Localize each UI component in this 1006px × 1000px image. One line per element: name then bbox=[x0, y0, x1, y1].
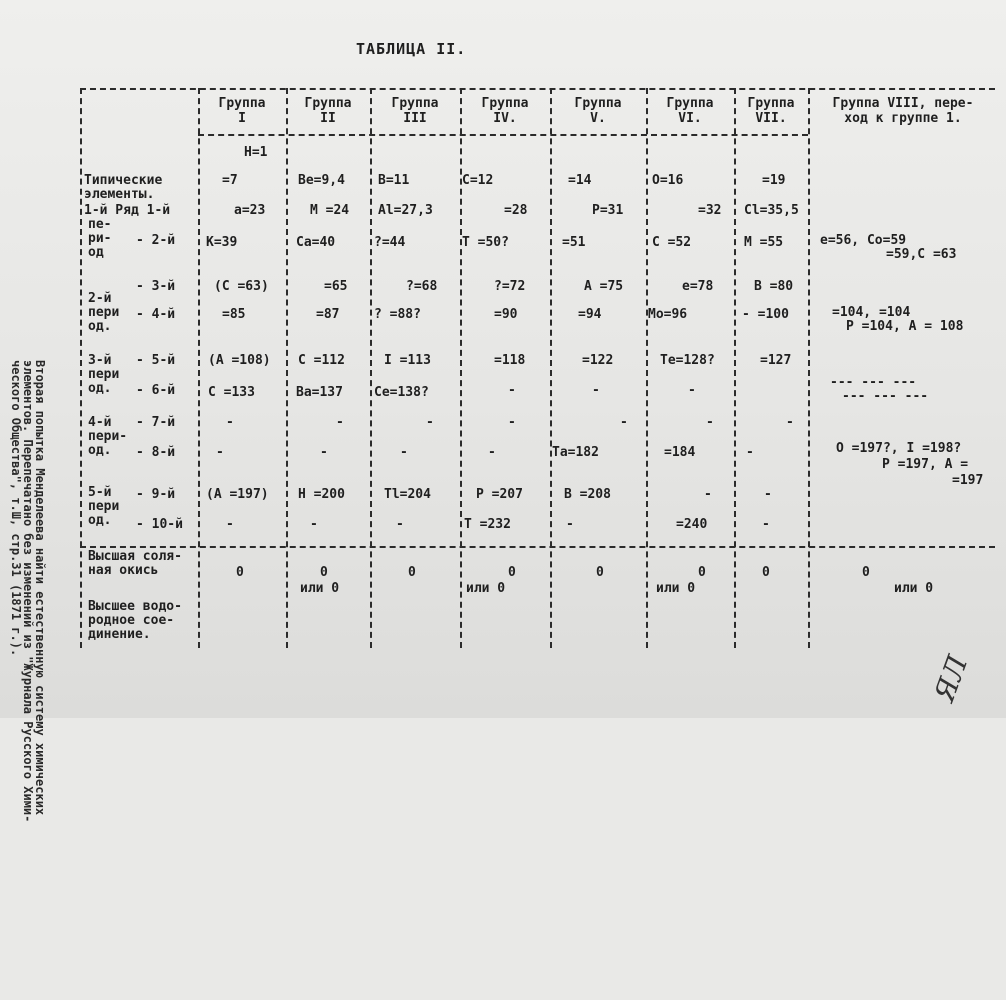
cell: 0 bbox=[320, 565, 328, 580]
cell: Te=128? bbox=[660, 353, 715, 368]
cell: B=11 bbox=[378, 173, 410, 188]
side-caption-line-3: ческого Общества", т.Ш, стр.31 (1871 г.). bbox=[9, 360, 23, 657]
cell: (A =197) bbox=[206, 487, 269, 502]
cell: =122 bbox=[582, 353, 614, 368]
cell: - bbox=[310, 517, 318, 532]
cell: - bbox=[396, 517, 404, 532]
rule-col1 bbox=[198, 88, 200, 648]
cell: - bbox=[786, 415, 794, 430]
handwritten-mark: ЯЛ bbox=[927, 651, 975, 706]
label-row-4: - 4-й bbox=[136, 307, 176, 322]
cell: =85 bbox=[222, 307, 246, 322]
cell: или 0 bbox=[894, 581, 934, 596]
cell: =59,C =63 bbox=[886, 247, 957, 262]
cell: ?=72 bbox=[494, 279, 526, 294]
cell: C =112 bbox=[298, 353, 345, 368]
cell: =19 bbox=[762, 173, 786, 188]
cell: P =197, A = bbox=[882, 457, 969, 472]
rule-lower bbox=[80, 546, 995, 548]
cell: T =232 bbox=[464, 517, 511, 532]
label-typical: Типические элементы. bbox=[84, 173, 163, 202]
rule-col3 bbox=[370, 88, 372, 648]
cell: A =75 bbox=[584, 279, 624, 294]
label-oxide: Высшая соля- ная окись bbox=[88, 549, 182, 578]
label-period-3: 3-й пери од. bbox=[88, 353, 120, 396]
cell: - bbox=[226, 517, 234, 532]
cell: =14 bbox=[568, 173, 592, 188]
cell: =197 bbox=[952, 473, 984, 488]
cell: Tl=204 bbox=[384, 487, 431, 502]
cell: C =52 bbox=[652, 235, 692, 250]
header-group-4: Группа IV. bbox=[481, 96, 529, 126]
label-period-2: 2-й пери од. bbox=[88, 291, 120, 334]
cell: - bbox=[400, 445, 408, 460]
cell: P =104, A = 108 bbox=[846, 319, 964, 334]
rule-col6 bbox=[646, 88, 648, 648]
label-period-1: пе- ри- од bbox=[88, 217, 112, 260]
cell-hydrogen: H=1 bbox=[244, 145, 268, 160]
cell: =94 bbox=[578, 307, 602, 322]
cell: e=78 bbox=[682, 279, 714, 294]
cell: 0 bbox=[762, 565, 770, 580]
cell: =87 bbox=[316, 307, 340, 322]
cell: ?=68 bbox=[406, 279, 438, 294]
cell: --- --- --- bbox=[842, 389, 929, 404]
header-group-5: Группа V. bbox=[574, 96, 622, 126]
cell: M =24 bbox=[310, 203, 350, 218]
header-group-7: Группа VII. bbox=[747, 96, 795, 126]
cell: Mo=96 bbox=[648, 307, 688, 322]
cell: C=12 bbox=[462, 173, 494, 188]
cell: ?=44 bbox=[374, 235, 406, 250]
label-row-3: - 3-й bbox=[136, 279, 176, 294]
cell: 0 bbox=[236, 565, 244, 580]
label-row-2: - 2-й bbox=[136, 233, 176, 248]
cell: - bbox=[762, 517, 770, 532]
cell: - bbox=[226, 415, 234, 430]
cell: =7 bbox=[222, 173, 238, 188]
cell: или 0 bbox=[656, 581, 696, 596]
cell: =104, =104 bbox=[832, 305, 911, 320]
cell: - bbox=[764, 487, 772, 502]
rule-header bbox=[198, 134, 808, 136]
cell: =240 bbox=[676, 517, 708, 532]
side-caption-line-2: элементов. Перепечатано без изменений из "Журнала Русского Хими- bbox=[21, 360, 35, 823]
header-group-2: Группа II bbox=[304, 96, 352, 126]
header-group-3: Группа III bbox=[391, 96, 439, 126]
label-row-6: - 6-й bbox=[136, 383, 176, 398]
cell: - bbox=[426, 415, 434, 430]
rule-col5 bbox=[550, 88, 552, 648]
cell: - bbox=[508, 415, 516, 430]
cell: или 0 bbox=[466, 581, 506, 596]
cell: (C =63) bbox=[214, 279, 269, 294]
label-period-4: 4-й пери- од. bbox=[88, 415, 128, 458]
header-group-1: Группа I bbox=[218, 96, 266, 126]
cell: - bbox=[488, 445, 496, 460]
cell: Ta=182 bbox=[552, 445, 599, 460]
cell: Ca=40 bbox=[296, 235, 336, 250]
cell: I =113 bbox=[384, 353, 431, 368]
cell: O=16 bbox=[652, 173, 684, 188]
cell: e=56, Co=59 bbox=[820, 233, 907, 248]
label-row-8: - 8-й bbox=[136, 445, 176, 460]
cell: - =100 bbox=[742, 307, 789, 322]
cell: C =133 bbox=[208, 385, 255, 400]
cell: B =208 bbox=[564, 487, 611, 502]
rule-col2 bbox=[286, 88, 288, 648]
rule-col7 bbox=[734, 88, 736, 648]
cell: - bbox=[336, 415, 344, 430]
cell: =127 bbox=[760, 353, 792, 368]
cell: B =80 bbox=[754, 279, 794, 294]
cell: - bbox=[216, 445, 224, 460]
label-row-1: 1-й Ряд 1-й bbox=[84, 203, 171, 218]
cell: 0 bbox=[698, 565, 706, 580]
cell: =28 bbox=[504, 203, 528, 218]
cell: Ce=138? bbox=[374, 385, 429, 400]
cell: - bbox=[688, 383, 696, 398]
cell: 0 bbox=[408, 565, 416, 580]
header-group-8: Группа VIII, пере- ход к группе 1. bbox=[832, 96, 974, 126]
label-row-5: - 5-й bbox=[136, 353, 176, 368]
page-title: ТАБЛИЦА II. bbox=[356, 40, 467, 58]
cell: P=31 bbox=[592, 203, 624, 218]
label-row-9: - 9-й bbox=[136, 487, 176, 502]
cell: H =200 bbox=[298, 487, 345, 502]
cell: =90 bbox=[494, 307, 518, 322]
cell: M =55 bbox=[744, 235, 784, 250]
cell: или 0 bbox=[300, 581, 340, 596]
cell: - bbox=[746, 445, 754, 460]
side-caption-line-1: Вторая попытка Менделеева найти естественную систему химических bbox=[33, 360, 47, 816]
cell: (A =108) bbox=[208, 353, 271, 368]
cell: =118 bbox=[494, 353, 526, 368]
cell: Cl=35,5 bbox=[744, 203, 799, 218]
cell: - bbox=[508, 383, 516, 398]
cell: T =50? bbox=[462, 235, 509, 250]
cell: O =197?, I =198? bbox=[836, 441, 962, 456]
rule-col8 bbox=[808, 88, 810, 648]
cell: =184 bbox=[664, 445, 696, 460]
cell: 0 bbox=[508, 565, 516, 580]
cell: P =207 bbox=[476, 487, 523, 502]
cell: Ba=137 bbox=[296, 385, 343, 400]
cell: 0 bbox=[862, 565, 870, 580]
label-row-7: - 7-й bbox=[136, 415, 176, 430]
cell: =32 bbox=[698, 203, 722, 218]
cell: K=39 bbox=[206, 235, 238, 250]
cell: Be=9,4 bbox=[298, 173, 345, 188]
cell: =51 bbox=[562, 235, 586, 250]
periodic-table-grid bbox=[80, 88, 995, 648]
cell: - bbox=[566, 517, 574, 532]
cell: - bbox=[704, 487, 712, 502]
label-period-5: 5-й пери од. bbox=[88, 485, 120, 528]
cell: --- --- --- bbox=[830, 375, 917, 390]
cell: =65 bbox=[324, 279, 348, 294]
cell: ? =88? bbox=[374, 307, 421, 322]
cell: - bbox=[320, 445, 328, 460]
label-row-10: - 10-й bbox=[136, 517, 183, 532]
cell: a=23 bbox=[234, 203, 266, 218]
side-caption bbox=[10, 360, 46, 1000]
rule-top bbox=[80, 88, 995, 90]
cell: - bbox=[592, 383, 600, 398]
cell: - bbox=[620, 415, 628, 430]
label-hydride: Высшее водо- родное сое- динение. bbox=[88, 599, 182, 642]
rule-left bbox=[80, 88, 82, 648]
header-group-6: Группа VI. bbox=[666, 96, 714, 126]
cell: 0 bbox=[596, 565, 604, 580]
cell: Al=27,3 bbox=[378, 203, 433, 218]
cell: - bbox=[706, 415, 714, 430]
rule-col4 bbox=[460, 88, 462, 648]
